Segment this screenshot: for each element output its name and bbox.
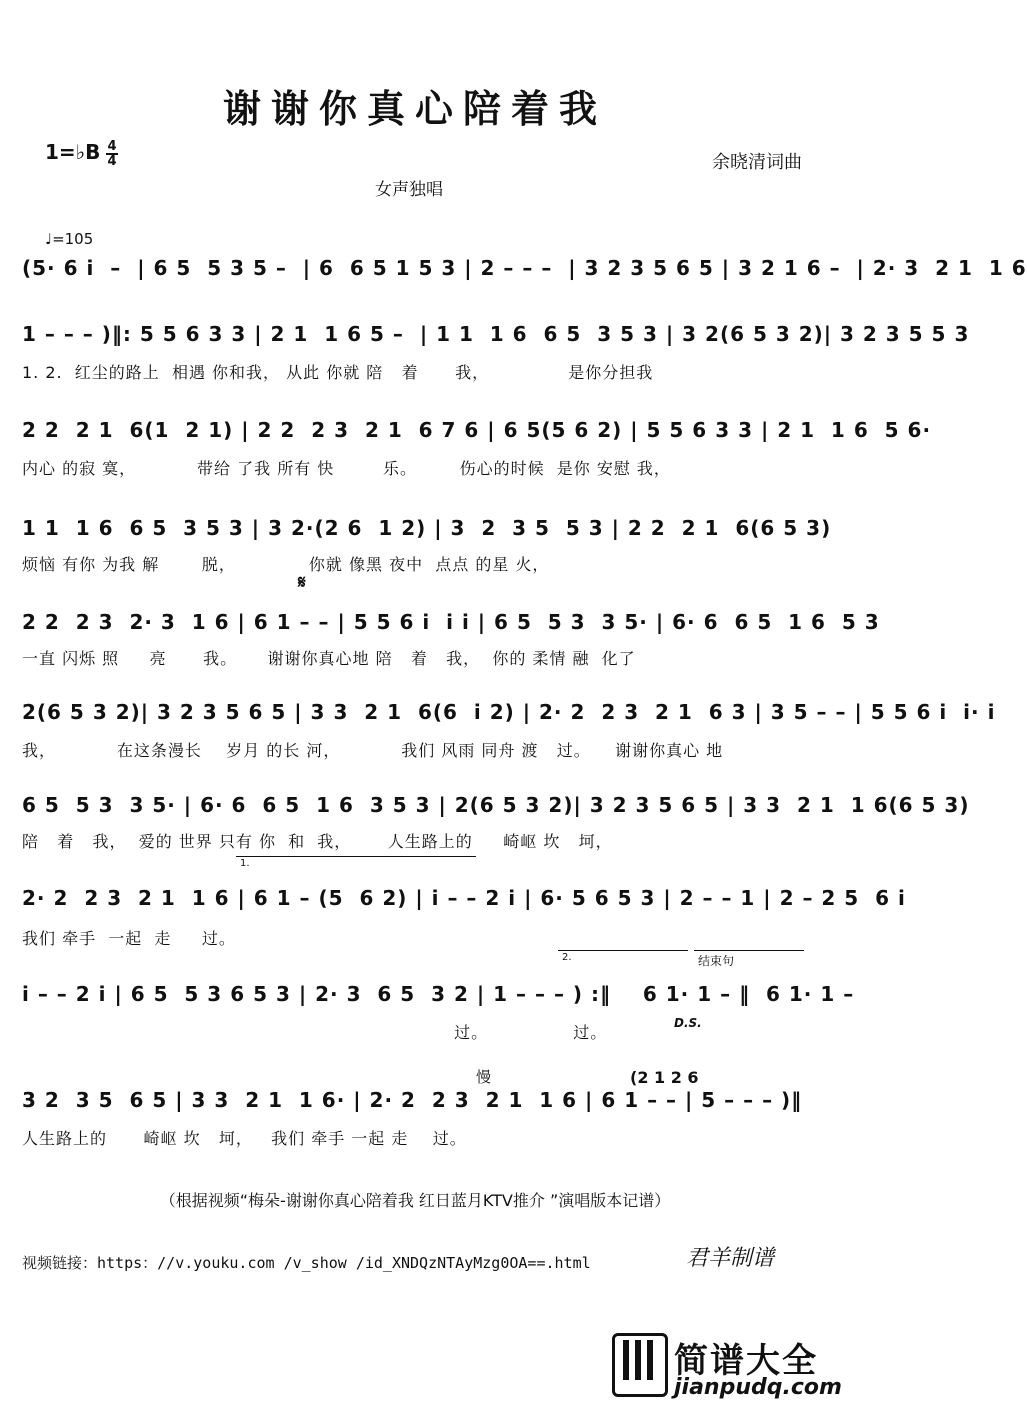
key-signature: 1=♭B <box>45 140 101 164</box>
row-notes: 3 2 3 5 6 5 | 3 3 2 1 1 6· | 2· 2 2 3 2 1 1 6 | 6 1 – – | 5 – – – )‖ <box>22 1088 803 1112</box>
voice-type: 女声独唱 <box>375 180 443 200</box>
tempo-mark: ♩=105 <box>45 230 94 248</box>
row-lyrics: 人生路上的 崎岖 坎 坷， 我们 牵手 一起 走 过。 <box>22 1129 467 1148</box>
logo-url: jianpudq.com <box>674 1375 842 1400</box>
row-notes: 1 – – – )‖: 5 5 6 3 3 | 2 1 1 6 5 – | 1 1 1 6 6 5 3 5 3 | 3 2(6 5 3 2)| 3 2 3 5 5 3 <box>22 322 970 346</box>
volta-2-bracket <box>558 950 688 963</box>
volta-1-label: 1. <box>240 858 250 869</box>
row-lyrics: 一直 闪烁 照 亮 我。 谢谢你真心地 陪 着 我， 你的 柔情 融 化了 <box>22 649 636 668</box>
transcription-note: （根据视频“梅朵-谢谢你真心陪着我 红日蓝月KTV推介 ”演唱版本记谱） <box>159 1191 671 1210</box>
row-lyrics: 我， 在这条漫长 岁月 的长 河， 我们 风雨 同舟 渡 过。 谢谢你真心 地 <box>22 741 724 760</box>
row-lyrics: 我们 牵手 一起 走 过。 <box>22 929 236 948</box>
row-notes: 1 1 1 6 6 5 3 5 3 | 3 2·(2 6 1 2) | 3 2 3 5 5 3 | 2 2 2 1 6(6 5 3) <box>22 516 832 540</box>
time-top: 4 <box>107 139 117 154</box>
row-lyrics: 陪 着 我， 爱的 世界 只有 你 和 我， 人生路上的 崎岖 坎 坷， <box>22 832 613 851</box>
volta-2-label: 2. <box>562 952 572 963</box>
author-credit: 余晓清词曲 <box>712 152 802 173</box>
row-lyrics: 1. 2. 红尘的路上 相遇 你和我， 从此 你就 陪 着 我， 是你分担我 <box>22 363 654 382</box>
ending-bracket <box>694 950 804 968</box>
row-notes: i – – 2 i | 6 5 5 3 6 5 3 | 2· 3 6 5 3 2 | 1 – – – ) :‖ 6 1· 1 – ‖ 6 1· 1 – <box>22 982 855 1006</box>
piano-icon <box>612 1333 668 1397</box>
row-notes: 2· 2 2 3 2 1 1 6 | 6 1 – (5 6 2) | i – – 2 i | 6· 5 6 5 3 | 2 – – 1 | 2 – 2 5 6 i <box>22 886 906 910</box>
logo-text: 简谱大全 <box>674 1341 818 1381</box>
ds-mark: D.S. <box>674 1016 702 1030</box>
row-notes: 2(6 5 3 2)| 3 2 3 5 6 5 | 3 3 2 1 6(6 i 2) | 2· 2 2 3 2 1 6 3 | 3 5 – – | 5 5 6 i i· i <box>22 700 996 724</box>
row-lyrics: 过。 过。 <box>22 1023 608 1042</box>
row-lyrics: 烦恼 有你 为我 解 脱， 你就 像黑 夜中 点点 的星 火， <box>22 555 550 574</box>
ending-label: 结束句 <box>698 954 735 968</box>
row-notes: 6 5 5 3 3 5· | 6· 6 6 5 1 6 3 5 3 | 2(6 5 3 2)| 3 2 3 5 6 5 | 3 3 2 1 1 6(6 5 3) <box>22 793 970 817</box>
time-signature <box>106 140 118 168</box>
row-notes: 2 2 2 3 2· 3 1 6 | 6 1 – – | 5 5 6 i i i | 6 5 5 3 3 5· | 6· 6 6 5 1 6 5 3 <box>22 610 880 634</box>
time-bottom: 4 <box>107 154 117 169</box>
video-link[interactable]: 视频链接：https：//v.youku.com /v_show /id_XNDQzNTAyMzg0OA==.html <box>22 1254 591 1272</box>
segno-mark: 𝄋 <box>298 572 306 593</box>
score-title: 谢谢你真心陪着我 <box>222 86 607 131</box>
row-notes: 2 2 2 1 6(1 2 1) | 2 2 2 3 2 1 6 7 6 | 6 5(5 6 2) | 5 5 6 3 3 | 2 1 1 6 5 6· <box>22 418 932 442</box>
transcriber-signature: 君羊制谱 <box>686 1246 775 1271</box>
volta-1-bracket <box>236 856 476 869</box>
site-logo[interactable] <box>612 1333 842 1401</box>
row-lyrics: 内心 的寂 寞， 带给 了我 所有 快 乐。 伤心的时候 是你 安慰 我， <box>22 459 671 478</box>
row-notes: (5· 6 i – | 6 5 5 3 5 – | 6 6 5 1 5 3 | 2 – – – | 3 2 3 5 6 5 | 3 2 1 6 – | 2· 3 2 1 1 6 <box>22 256 1027 280</box>
slow-mark: 慢 <box>476 1068 492 1086</box>
end-bracket-notes: (2 1 2 6 <box>630 1068 699 1087</box>
